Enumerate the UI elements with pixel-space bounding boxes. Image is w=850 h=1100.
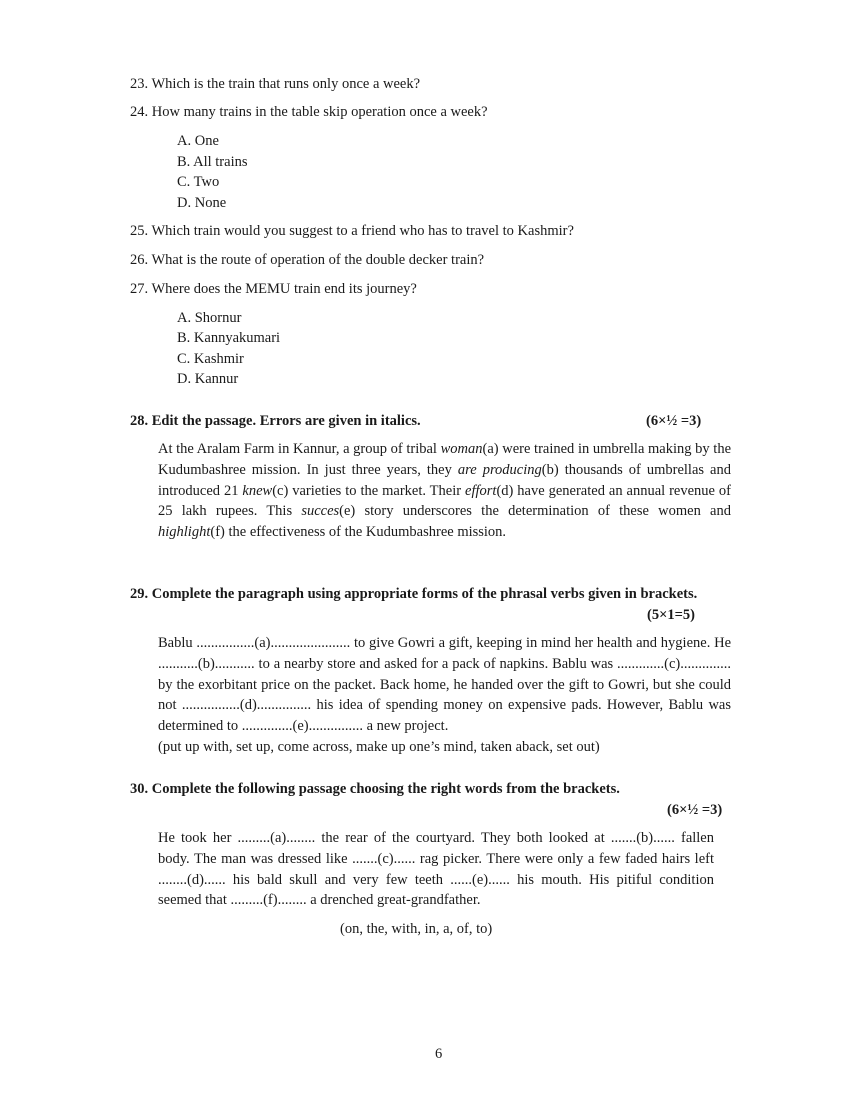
question-29-options: (put up with, set up, come across, make up one’s mind, taken aback, set out) bbox=[158, 738, 600, 755]
question-30-marks: (6×½ =3) bbox=[667, 802, 723, 818]
q27-option-d: D. Kannur bbox=[177, 371, 239, 387]
question-29-marks: (5×1=5) bbox=[647, 607, 695, 623]
q27-option-c: C. Kashmir bbox=[177, 351, 244, 367]
question-30-passage: He took her .........(a)........ the rear of the courtyard. They both looked at .......(b)...... fallen body. The man was dressed like .......(c)...... rag picker. There were only a few faded hairs left ........(d)...... his bald skull and very few teeth ......(e)...... his mouth. His pitiful condition seemed that .........(f)........ a drenched great-grandfather. bbox=[158, 830, 714, 909]
question-28-passage bbox=[158, 439, 731, 543]
error-word: are producing bbox=[457, 461, 542, 478]
question-29-text: Bablu ................(a)...................... to give Gowri a gift, keeping in mind her health and hygiene. He ...........(b)........... to a nearby store and asked for a pack of napkins. Bablu was .............(c).............. by the exorbitant price on the packet. Back home, he handed over the gift to Gowri, but she could not ................(d)............... his idea of spending money on expensive pads. However, Bablu was determined to ..............(e)............... a new project. bbox=[158, 635, 731, 735]
question-25: 25. Which train would you suggest to a friend who has to travel to Kashmir? bbox=[130, 223, 574, 239]
question-29-passage bbox=[158, 633, 731, 758]
q24-option-c: C. Two bbox=[177, 174, 220, 190]
error-word: woman bbox=[440, 441, 483, 457]
q24-option-d: D. None bbox=[177, 195, 227, 211]
passage-text: (f) the effectiveness of the Kudumbashree mission. bbox=[210, 524, 507, 541]
passage-text: (b) thousands of umbrellas and introduced 21 bbox=[158, 461, 731, 499]
question-27: 27. Where does the MEMU train end its journey? bbox=[130, 281, 417, 297]
passage-text: (a) were trained in umbrella making by the Kudumbashree mission. In just three years, they bbox=[158, 441, 731, 478]
q27-option-a: A. Shornur bbox=[177, 310, 242, 326]
question-30-title: 30. Complete the following passage choosing the right words from the brackets. bbox=[130, 781, 620, 797]
question-28-title: 28. Edit the passage. Errors are given in italics. bbox=[130, 413, 421, 429]
page-number: 6 bbox=[435, 1046, 443, 1062]
error-word: knew bbox=[242, 482, 273, 499]
error-word: succes bbox=[301, 503, 340, 520]
passage-text: At the Aralam Farm in Kannur, a group of tribal bbox=[158, 441, 441, 457]
passage-text: (e) story underscores the determination of these women and bbox=[339, 503, 731, 520]
q27-option-b: B. Kannyakumari bbox=[177, 330, 281, 346]
question-26: 26. What is the route of operation of the double decker train? bbox=[130, 252, 485, 268]
question-30-options: (on, the, with, in, a, of, to) bbox=[340, 921, 493, 937]
question-23: 23. Which is the train that runs only once a week? bbox=[130, 76, 421, 92]
question-28-marks: (6×½ =3) bbox=[646, 413, 702, 429]
passage-text: (d) have generated an annual revenue of 25 lakh rupees. This bbox=[158, 482, 731, 520]
q24-option-a: A. One bbox=[177, 133, 219, 149]
question-29-title: 29. Complete the paragraph using appropriate forms of the phrasal verbs given in brackets. bbox=[130, 586, 698, 602]
q24-option-b: B. All trains bbox=[177, 154, 248, 170]
question-24: 24. How many trains in the table skip operation once a week? bbox=[130, 104, 488, 120]
passage-text: (c) varieties to the market. Their bbox=[272, 482, 466, 499]
error-word: effort bbox=[465, 482, 497, 499]
error-word: highlight bbox=[158, 524, 211, 541]
